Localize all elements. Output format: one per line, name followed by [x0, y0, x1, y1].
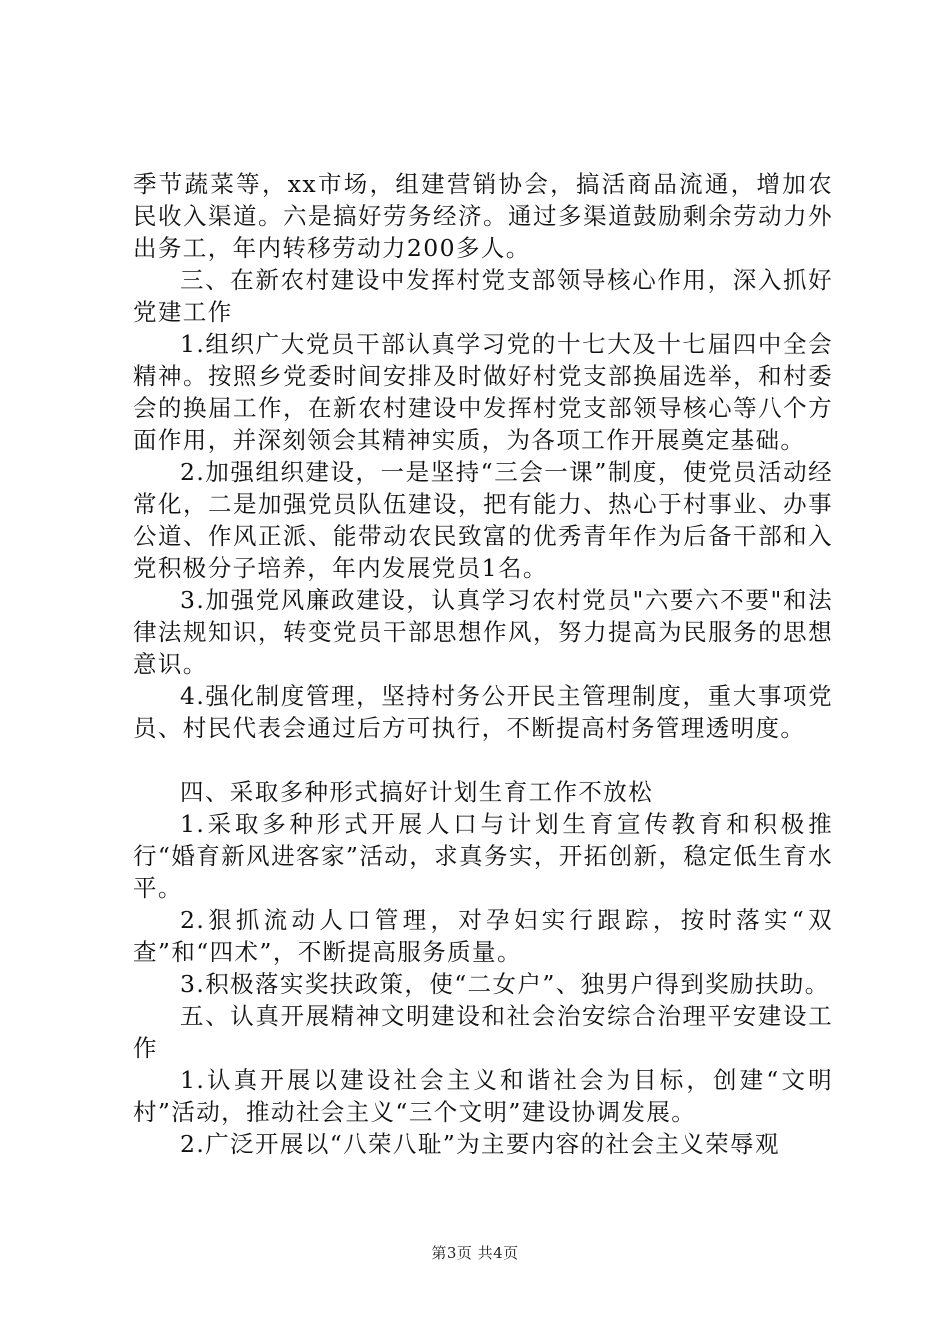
paragraph-4-2: 2.狠抓流动人口管理，对孕妇实行跟踪，按时落实“双查”和“四术”，不断提高服务质量。: [133, 906, 833, 966]
section-heading-5: 五、认真开展精神文明建设和社会治安综合治理平安建设工作: [133, 1002, 833, 1062]
section-heading-3: 三、在新农村建设中发挥村党支部领导核心作用，深入抓好党建工作: [133, 266, 833, 326]
paragraph-5-2: 2.广泛开展以“八荣八耻”为主要内容的社会主义荣辱观: [180, 1130, 780, 1158]
paragraph-5-1: 1.认真开展以建设社会主义和谐社会为目标，创建“文明村”活动，推动社会主义“三个文明”建设协调发展。: [133, 1066, 833, 1126]
paragraph-3-4: 4.强化制度管理，坚持村务公开民主管理制度，重大事项党员、村民代表会通过后方可执行，不断提高村务管理透明度。: [133, 682, 833, 742]
section-heading-4: 四、采取多种形式搞好计划生育工作不放松: [180, 778, 654, 806]
paragraph-4-1: 1.采取多种形式开展人口与计划生育宣传教育和积极推行“婚育新风进客家”活动，求真务实，开拓创新，稳定低生育水平。: [133, 810, 833, 902]
page-number-footer: 第3页 共4页: [431, 1244, 519, 1262]
paragraph-3-3: 3.加强党风廉政建设，认真学习农村党员"六要六不要"和法律法规知识，转变党员干部思想作风，努力提高为民服务的思想意识。: [133, 586, 833, 678]
paragraph-4-3: 3.积极落实奖扶政策，使“二女户”、独男户得到奖励扶助。: [180, 970, 830, 998]
paragraph-3-2: 2.加强组织建设，一是坚持“三会一课”制度，使党员活动经常化，二是加强党员队伍建设，把有能力、热心于村事业、办事公道、作风正派、能带动农民致富的优秀青年作为后备干部和入党积极分子培养，年内发展党员1名。: [133, 458, 833, 582]
paragraph-3-1: 1.组织广大党员干部认真学习党的十七大及十七届四中全会精神。按照乡党委时间安排及时做好村党支部换届选举，和村委会的换届工作，在新农村建设中发挥村党支部领导核心等八个方面作用，并深刻领会其精神实质，为各项工作开展奠定基础。: [133, 330, 833, 454]
paragraph-continuation: 季节蔬菜等，xx市场，组建营销协会，搞活商品流通，增加农民收入渠道。六是搞好劳务经济。通过多渠道鼓励剩余劳动力外出务工，年内转移劳动力200多人。: [133, 170, 833, 262]
document-body: [133, 168, 833, 1160]
